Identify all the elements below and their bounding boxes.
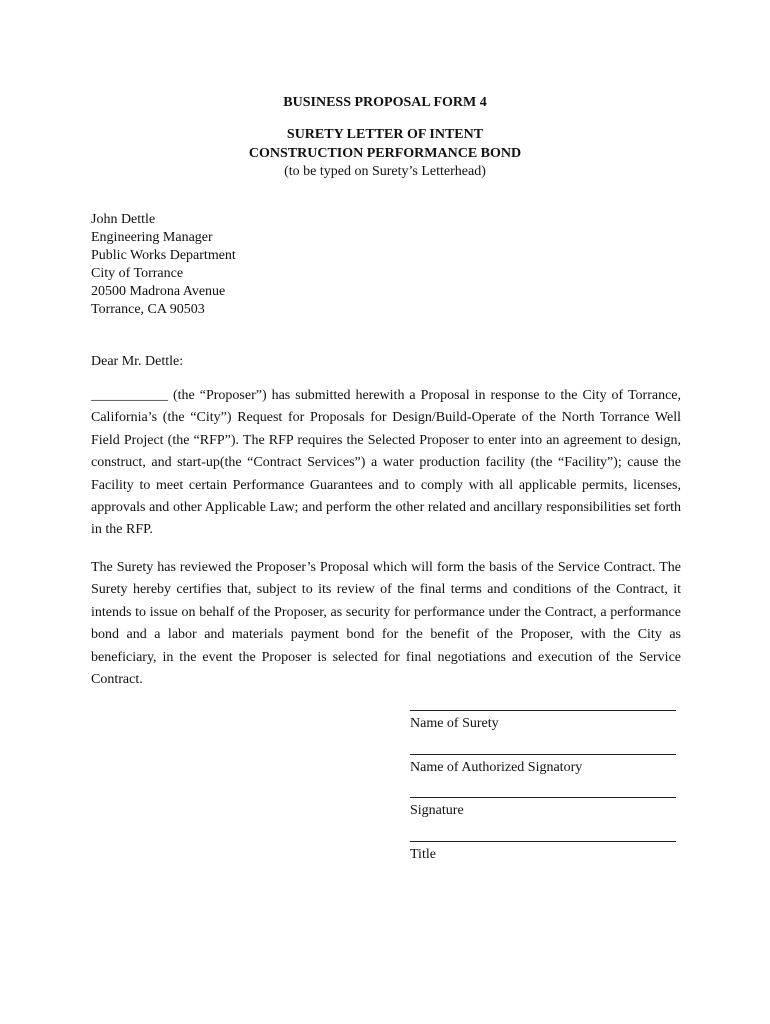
recipient-position: Engineering Manager — [91, 230, 213, 245]
signature-line — [410, 710, 676, 711]
letter-title: SURETY LETTER OF INTENT — [286, 127, 484, 142]
signature-line — [410, 841, 676, 842]
recipient-organization: City of Torrance — [91, 266, 184, 281]
recipient-city-state-zip: Torrance, CA 90503 — [91, 302, 205, 317]
authorized-signatory-label: Name of Authorized Signatory — [410, 760, 583, 775]
signature-field-signature — [410, 797, 676, 819]
body-paragraph-1: ___________ (the “Proposer”) has submitted herewith a Proposal in response to the City of Torrance, California’s (the “City”) Request for Proposals for Design/Build-Operate of the North Torrance Well Field Project (the “RFP”). The RFP requires the Selected Proposer to enter into an agreement to design, construct, and start-up(the “Contract Services”) a water production facility (the “Facility”); cause the Facility to meet certain Performance Guarantees and to comply with all applicable permits, licenses, approvals and other Applicable Law; and perform the other related and ancillary responsibilities set forth in the RFP. — [91, 388, 681, 538]
signature-line — [410, 797, 676, 798]
recipient-street: 20500 Madrona Avenue — [91, 284, 226, 299]
recipient-address — [91, 211, 236, 319]
body-paragraph-2: The Surety has reviewed the Proposer’s Proposal which will form the basis of the Service Contract. The Surety hereby certifies that, subject to its review of the final terms and conditions of the Contract, it intends to issue on behalf of the Proposer, as security for performance under the Contract, a performance bond and a labor and materials payment bond for the benefit of the Proposer, with the City as beneficiary, in the event the Proposer is selected for final negotiations and execution of the Service Contract. — [91, 560, 681, 688]
surety-name-label: Name of Surety — [410, 716, 499, 731]
letterhead-note: (to be typed on Surety’s Letterhead) — [284, 164, 486, 179]
salutation: Dear Mr. Dettle: — [91, 354, 184, 369]
letter-subtitle: CONSTRUCTION PERFORMANCE BOND — [248, 146, 522, 161]
title-label: Title — [410, 847, 436, 862]
recipient-name: John Dettle — [91, 212, 156, 227]
signature-field-surety — [410, 710, 676, 732]
signature-field-authorized — [410, 754, 676, 776]
signature-field-title — [410, 841, 676, 863]
recipient-department: Public Works Department — [91, 248, 236, 263]
signature-label: Signature — [410, 803, 464, 818]
form-title: BUSINESS PROPOSAL FORM 4 — [283, 95, 487, 110]
signature-line — [410, 754, 676, 755]
